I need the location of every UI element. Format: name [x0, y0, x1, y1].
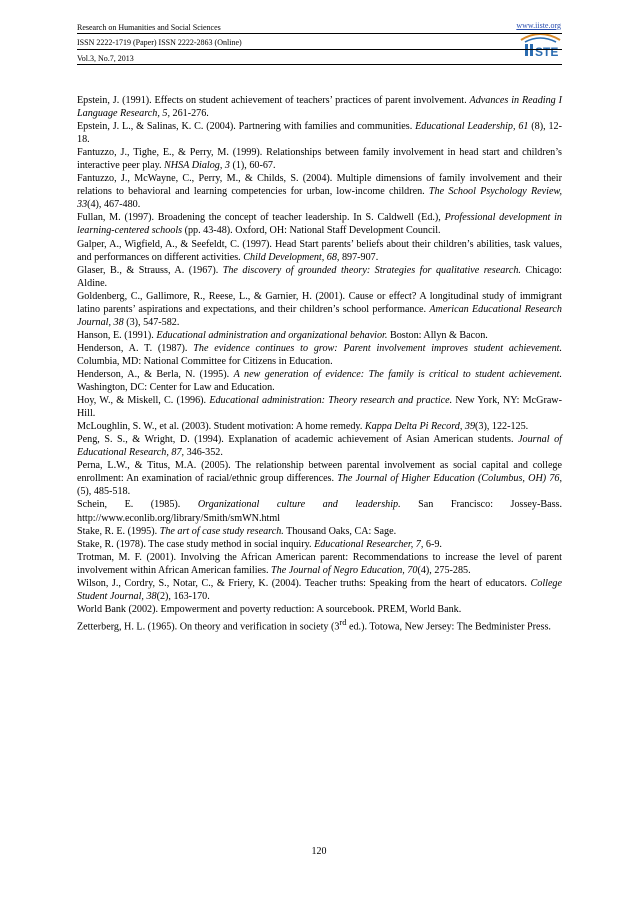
- journal-name: Research on Humanities and Social Sciences: [77, 23, 221, 32]
- reference-source: Journal of Educational Research, 87,: [77, 434, 562, 459]
- reference-text: Galper, A., Wigfield, A., & Seefeldt, C. (1997). Head Start parents’ beliefs about their children’s abilities, task values, and performances on different activities.: [77, 238, 562, 263]
- reference-details: San Francisco: Jossey-Bass. http://www.econlib.org/library/Smith/smWN.html: [77, 499, 562, 524]
- reference-text: Schein, E. (1985).: [77, 499, 198, 511]
- reference-entry: [77, 525, 562, 538]
- reference-text: Zetterberg, H. L. (1965). On theory and verification in society (3: [77, 621, 340, 633]
- reference-entry: [77, 172, 562, 211]
- reference-details: (3), 122-125.: [475, 421, 529, 433]
- reference-text: Goldenberg, C., Gallimore, R., Reese, L., & Garnier, H. (2001). Cause or effect? A longitudinal study of immigrant latino parents’ aspirations and expectations, and their children’s school performance.: [77, 290, 562, 315]
- header-rule-top: [77, 33, 562, 34]
- reference-details: New York, NY: McGraw-Hill.: [77, 395, 562, 420]
- reference-source: Educational Leadership, 61: [415, 121, 529, 133]
- reference-text: Fantuzzo, J., Tighe, E., & Perry, M. (1999). Relationships between family involvement in head start and children’s interactive peer play.: [77, 147, 562, 172]
- reference-source: American Educational Research Journal, 38: [77, 303, 562, 328]
- reference-entry: [77, 329, 562, 342]
- reference-text: Epstein, J. L., & Salinas, K. C. (2004). Partnering with families and communities.: [77, 121, 416, 133]
- reference-text: Epstein, J. (1991). Effects on student achievement of teachers’ practices of parent involvement.: [77, 95, 470, 106]
- reference-text: Wilson, J., Cordry, S., Notar, C., & Friery, K. (2004). Teacher truths: Speaking from the heart of educators.: [77, 577, 531, 589]
- reference-source: Advances in Reading I Language Research, 5,: [77, 95, 562, 120]
- reference-source: The Journal of Higher Education (Columbus, OH) 76: [337, 473, 560, 485]
- reference-source: The School Psychology Review, 33: [77, 186, 562, 211]
- reference-source: NHSA Dialog, 3: [164, 160, 230, 172]
- reference-details: Columbia, MD: National Committee for Citizens in Education.: [77, 355, 333, 367]
- reference-details: Boston: Allyn & Bacon.: [387, 329, 488, 341]
- reference-text: World Bank (2002). Empowerment and poverty reduction: A sourcebook. PREM, World Bank.: [77, 603, 462, 615]
- reference-details: 897-907.: [339, 251, 379, 263]
- reference-text: Glaser, B., & Strauss, A. (1967).: [77, 264, 223, 276]
- reference-source: Educational administration and organizational behavior.: [156, 329, 388, 341]
- reference-source: The evidence continues to grow: Parent involvement improves student achievement.: [193, 342, 562, 354]
- reference-source: Child Development, 68,: [243, 251, 340, 263]
- reference-entry: [77, 211, 562, 237]
- reference-entry: [77, 551, 562, 577]
- issn-line: ISSN 2222-1719 (Paper) ISSN 2222-2863 (Online): [77, 38, 242, 47]
- reference-details: 261-276.: [169, 108, 209, 120]
- reference-source: Educational administration: Theory research and practice.: [209, 395, 453, 407]
- reference-entry: [77, 368, 562, 394]
- reference-superscript: rd: [339, 616, 347, 627]
- reference-source: The discovery of grounded theory: Strategies for qualitative research.: [222, 264, 521, 276]
- reference-entry: [77, 394, 562, 420]
- volume-line: Vol.3, No.7, 2013: [77, 54, 134, 63]
- reference-details: (pp. 43-48). Oxford, OH: National Staff Development Council.: [182, 225, 441, 237]
- reference-details: (1), 60-67.: [229, 160, 276, 172]
- reference-text: Peng, S. S., & Wright, D. (1994). Explanation of academic achievement of Asian American students.: [77, 434, 519, 446]
- reference-details: Washington, DC: Center for Law and Education.: [77, 382, 275, 394]
- reference-details: (3), 547-582.: [123, 316, 180, 328]
- reference-entry: [77, 94, 562, 120]
- reference-details: , (5), 485-518.: [77, 473, 562, 498]
- header-rule-middle: [77, 49, 562, 50]
- reference-text: McLoughlin, S. W., et al. (2003). Student motivation: A home remedy.: [77, 421, 365, 433]
- reference-entry: [77, 120, 562, 146]
- reference-entry: [77, 420, 562, 433]
- reference-source: Professional development in learning-centered schools: [77, 212, 562, 237]
- reference-text: Trotman, M. F. (2001). Involving the African American parent: Recommendations to increase the level of parent involvement within African American families.: [77, 551, 562, 576]
- reference-text: Henderson, A., & Berla, N. (1995).: [77, 368, 234, 380]
- reference-entry: [77, 616, 562, 633]
- page-number: 120: [311, 846, 327, 857]
- reference-entry: [77, 577, 562, 603]
- reference-details: (2), 163-170.: [156, 590, 210, 602]
- reference-details: (4), 275-285.: [417, 564, 471, 576]
- iiste-logo-icon: [519, 32, 562, 58]
- reference-source: The Journal of Negro Education, 70: [271, 564, 418, 576]
- reference-text: Stake, R. (1978). The case study method in social inquiry.: [77, 538, 315, 550]
- reference-details: (8), 12-18.: [77, 121, 562, 146]
- reference-entry: [77, 433, 562, 459]
- reference-details: (4), 467-480.: [87, 199, 141, 211]
- reference-text: Henderson, A. T. (1987).: [77, 342, 194, 354]
- reference-list: [77, 94, 562, 633]
- reference-entry: [77, 603, 562, 616]
- reference-entry: [77, 238, 562, 264]
- reference-text: Stake, R. E. (1995).: [77, 525, 160, 537]
- reference-text: Perna, L.W., & Titus, M.A. (2005). The relationship between parental involvement as social capital and college enrollment: An examination of racial/ethnic group differences.: [77, 460, 562, 485]
- reference-entry: [77, 146, 562, 172]
- header-rule-bottom: [77, 64, 562, 65]
- reference-details: Thousand Oaks, CA: Sage.: [283, 525, 397, 537]
- reference-entry: [77, 264, 562, 290]
- reference-source: College Student Journal, 38: [77, 577, 562, 602]
- svg-text:STE: STE: [535, 45, 559, 58]
- reference-source: Organizational culture and leadership.: [197, 499, 401, 511]
- website-link[interactable]: www.iiste.org: [516, 21, 561, 30]
- reference-text: Fullan, M. (1997). Broadening the concept of teacher leadership. In S. Caldwell (Ed.),: [77, 212, 445, 224]
- reference-details: Chicago: Aldine.: [77, 264, 562, 289]
- reference-details: ed.). Totowa, New Jersey: The Bedminister Press.: [346, 621, 551, 633]
- reference-text: Hoy, W., & Miskell, C. (1996).: [77, 395, 210, 407]
- reference-text: Hanson, E. (1991).: [77, 329, 157, 341]
- reference-source: A new generation of evidence: The family is critical to student achievement.: [233, 368, 562, 380]
- reference-source: Kappa Delta Pi Record, 39: [364, 421, 476, 433]
- reference-entry: [77, 290, 562, 329]
- reference-source: The art of case study research.: [159, 525, 284, 537]
- reference-details: 6-9.: [423, 538, 442, 550]
- reference-entry: [77, 342, 562, 368]
- reference-source: Educational Researcher, 7,: [314, 538, 424, 550]
- reference-text: Fantuzzo, J., McWayne, C., Perry, M., & Childs, S. (2004). Multiple dimensions of family involvement and their relations to behavioral and learning competencies for urban, low-income children.: [77, 173, 562, 198]
- reference-entry: [77, 459, 562, 498]
- reference-entry: [77, 538, 562, 551]
- reference-details: 346-352.: [184, 447, 223, 459]
- reference-entry: [77, 498, 562, 524]
